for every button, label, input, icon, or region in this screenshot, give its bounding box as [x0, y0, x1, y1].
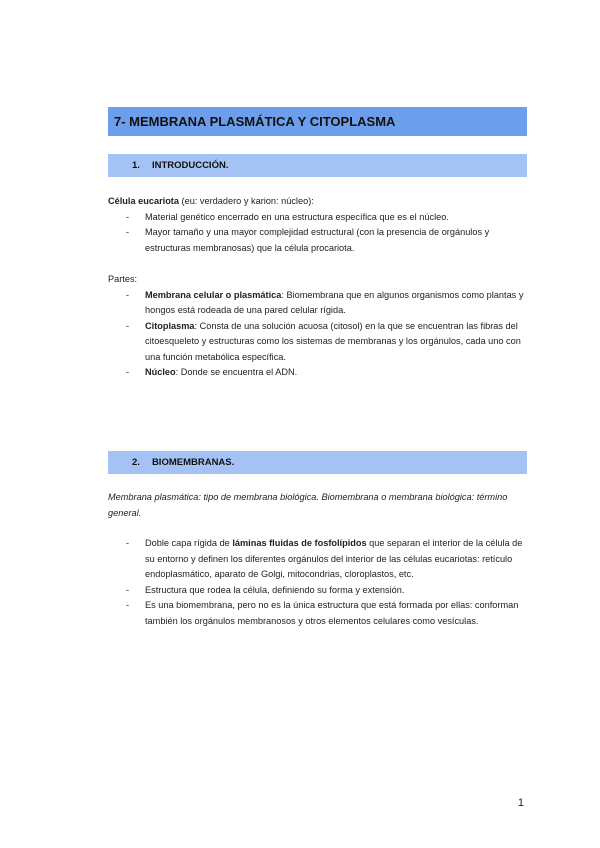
biomembranas-definition [108, 490, 528, 521]
title-text: 7- MEMBRANA PLASMÁTICA Y CITOPLASMA [114, 114, 396, 129]
section-number: 2. [132, 457, 140, 468]
cell-term: Célula eucariota [108, 196, 179, 206]
part-text: : Consta de una solución acuosa (citosol) en la que se encuentran las fibras del citoesqueleto y estructuras como los sistemas de membranas y los orgánulos, cada uno con una función metabólica específica. [145, 320, 521, 362]
part-term: Núcleo [145, 367, 176, 377]
biomembranas-block [108, 536, 528, 629]
section-heading-introduccion [108, 154, 527, 177]
part-term: Membrana celular o plasmática [145, 289, 282, 300]
parts-list [108, 288, 528, 381]
biomembranas-list [108, 536, 528, 629]
list-item [108, 319, 528, 366]
definition-text: Membrana plasmática: tipo de membrana biológica. Biomembrana o membrana biológica: término general. [108, 492, 508, 518]
list-item [108, 536, 528, 583]
list-item: - Material genético encerrado en una estructura específica que es el núcleo. [108, 210, 528, 226]
section-title: INTRODUCCIÓN. [151, 160, 229, 171]
item-text: que separan el interior de la célula de su entorno y definen los diferentes orgánulos del interior de las células eucariotas: retículo endoplasmático, aparato de Golgi, mitocondrias, cloroplastos, etc. [145, 538, 523, 579]
list-item: - Mayor tamaño y una mayor complejidad estructural (con la presencia de orgánulos y estructuras membranosas) que la célula procariota. [108, 225, 528, 256]
cell-features-list [108, 210, 528, 257]
part-text: : Donde se encuentra el ADN. [175, 367, 298, 377]
section-number: 1. [132, 160, 140, 171]
list-item [108, 288, 528, 319]
cell-def-text: (eu: verdadero y karion: núcleo): [178, 196, 314, 206]
item-bold-text: láminas fluidas de fosfolípidos [232, 538, 367, 548]
intro-parts-block [108, 272, 528, 381]
parts-label: Partes: [108, 274, 138, 284]
intro-cell-block [108, 194, 528, 256]
section-heading-biomembranas [108, 451, 527, 474]
cell-definition [108, 194, 528, 210]
list-item [108, 365, 528, 381]
list-item: - Estructura que rodea la célula, definiendo su forma y extensión. [108, 583, 528, 599]
section-title: BIOMEMBRANAS. [151, 457, 235, 468]
page-number: 1 [517, 797, 524, 809]
part-term: Citoplasma [145, 320, 195, 331]
item-text: Doble capa rígida de [145, 538, 233, 548]
list-item: - Es una biomembrana, pero no es la única estructura que está formada por ellas: conforman también los orgánulos membranosos y otros elementos celulares como vesículas. [108, 598, 528, 629]
page-title [108, 107, 527, 136]
part-text: : Biomembrana que en algunos organismos como plantas y hongos está rodeada de una pared celular rígida. [145, 289, 524, 315]
